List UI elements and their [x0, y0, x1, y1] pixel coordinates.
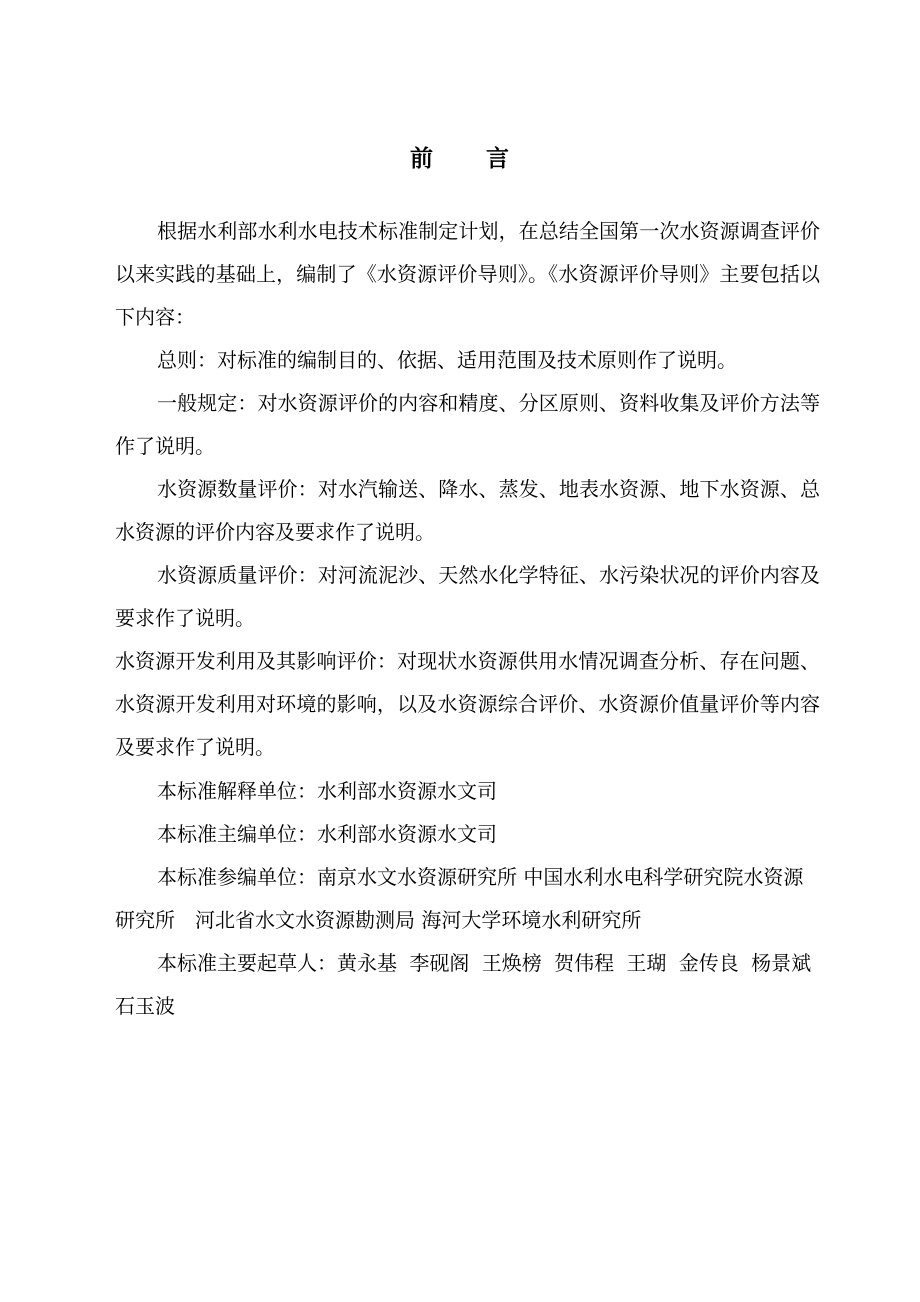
credit-drafters: 本标准主要起草人：黄永基 李砚阁 王焕榜 贺伟程 王瑚 金传良 杨景斌 石玉波 [115, 951, 812, 1018]
paragraph-quality-assessment: 水资源质量评价：对河流泥沙、天然水化学特征、水污染状况的评价内容及要求作了说明。 [115, 563, 820, 630]
paragraph-general-provisions: 一般规定：对水资源评价的内容和精度、分区原则、资料收集及评价方法等作了说明。 [115, 391, 820, 458]
page-title [0, 140, 920, 173]
title-char-2: 言 [486, 145, 510, 172]
credit-interpreting-unit: 本标准解释单位：水利部水资源水文司 [157, 779, 497, 803]
preface-body [115, 210, 820, 769]
paragraph-quantity-assessment: 水资源数量评价：对水汽输送、降水、蒸发、地表水资源、地下水资源、总水资源的评价内容及要求作了说明。 [115, 477, 820, 544]
paragraph-general-principles: 总则：对标准的编制目的、依据、适用范围及技术原则作了说明。 [157, 348, 737, 372]
credit-chief-editing-unit: 本标准主编单位：水利部水资源水文司 [157, 822, 497, 846]
credits-section [115, 770, 820, 1028]
credit-participating-units: 本标准参编单位：南京水文水资源研究所 中国水利水电科学研究院水资源研究所 河北省水文水资源勘测局 海河大学环境水利研究所 [115, 865, 804, 932]
title-char-1: 前 [410, 145, 434, 172]
paragraph-development-assessment: 水资源开发利用及其影响评价：对现状水资源供用水情况调查分析、存在问题、水资源开发利用对环境的影响，以及水资源综合评价、水资源价值量评价等内容及要求作了说明。 [115, 649, 820, 759]
paragraph-intro: 根据水利部水利水电技术标准制定计划，在总结全国第一次水资源调查评价以来实践的基础上，编制了《水资源评价导则》。《水资源评价导则》主要包括以下内容： [115, 219, 820, 329]
